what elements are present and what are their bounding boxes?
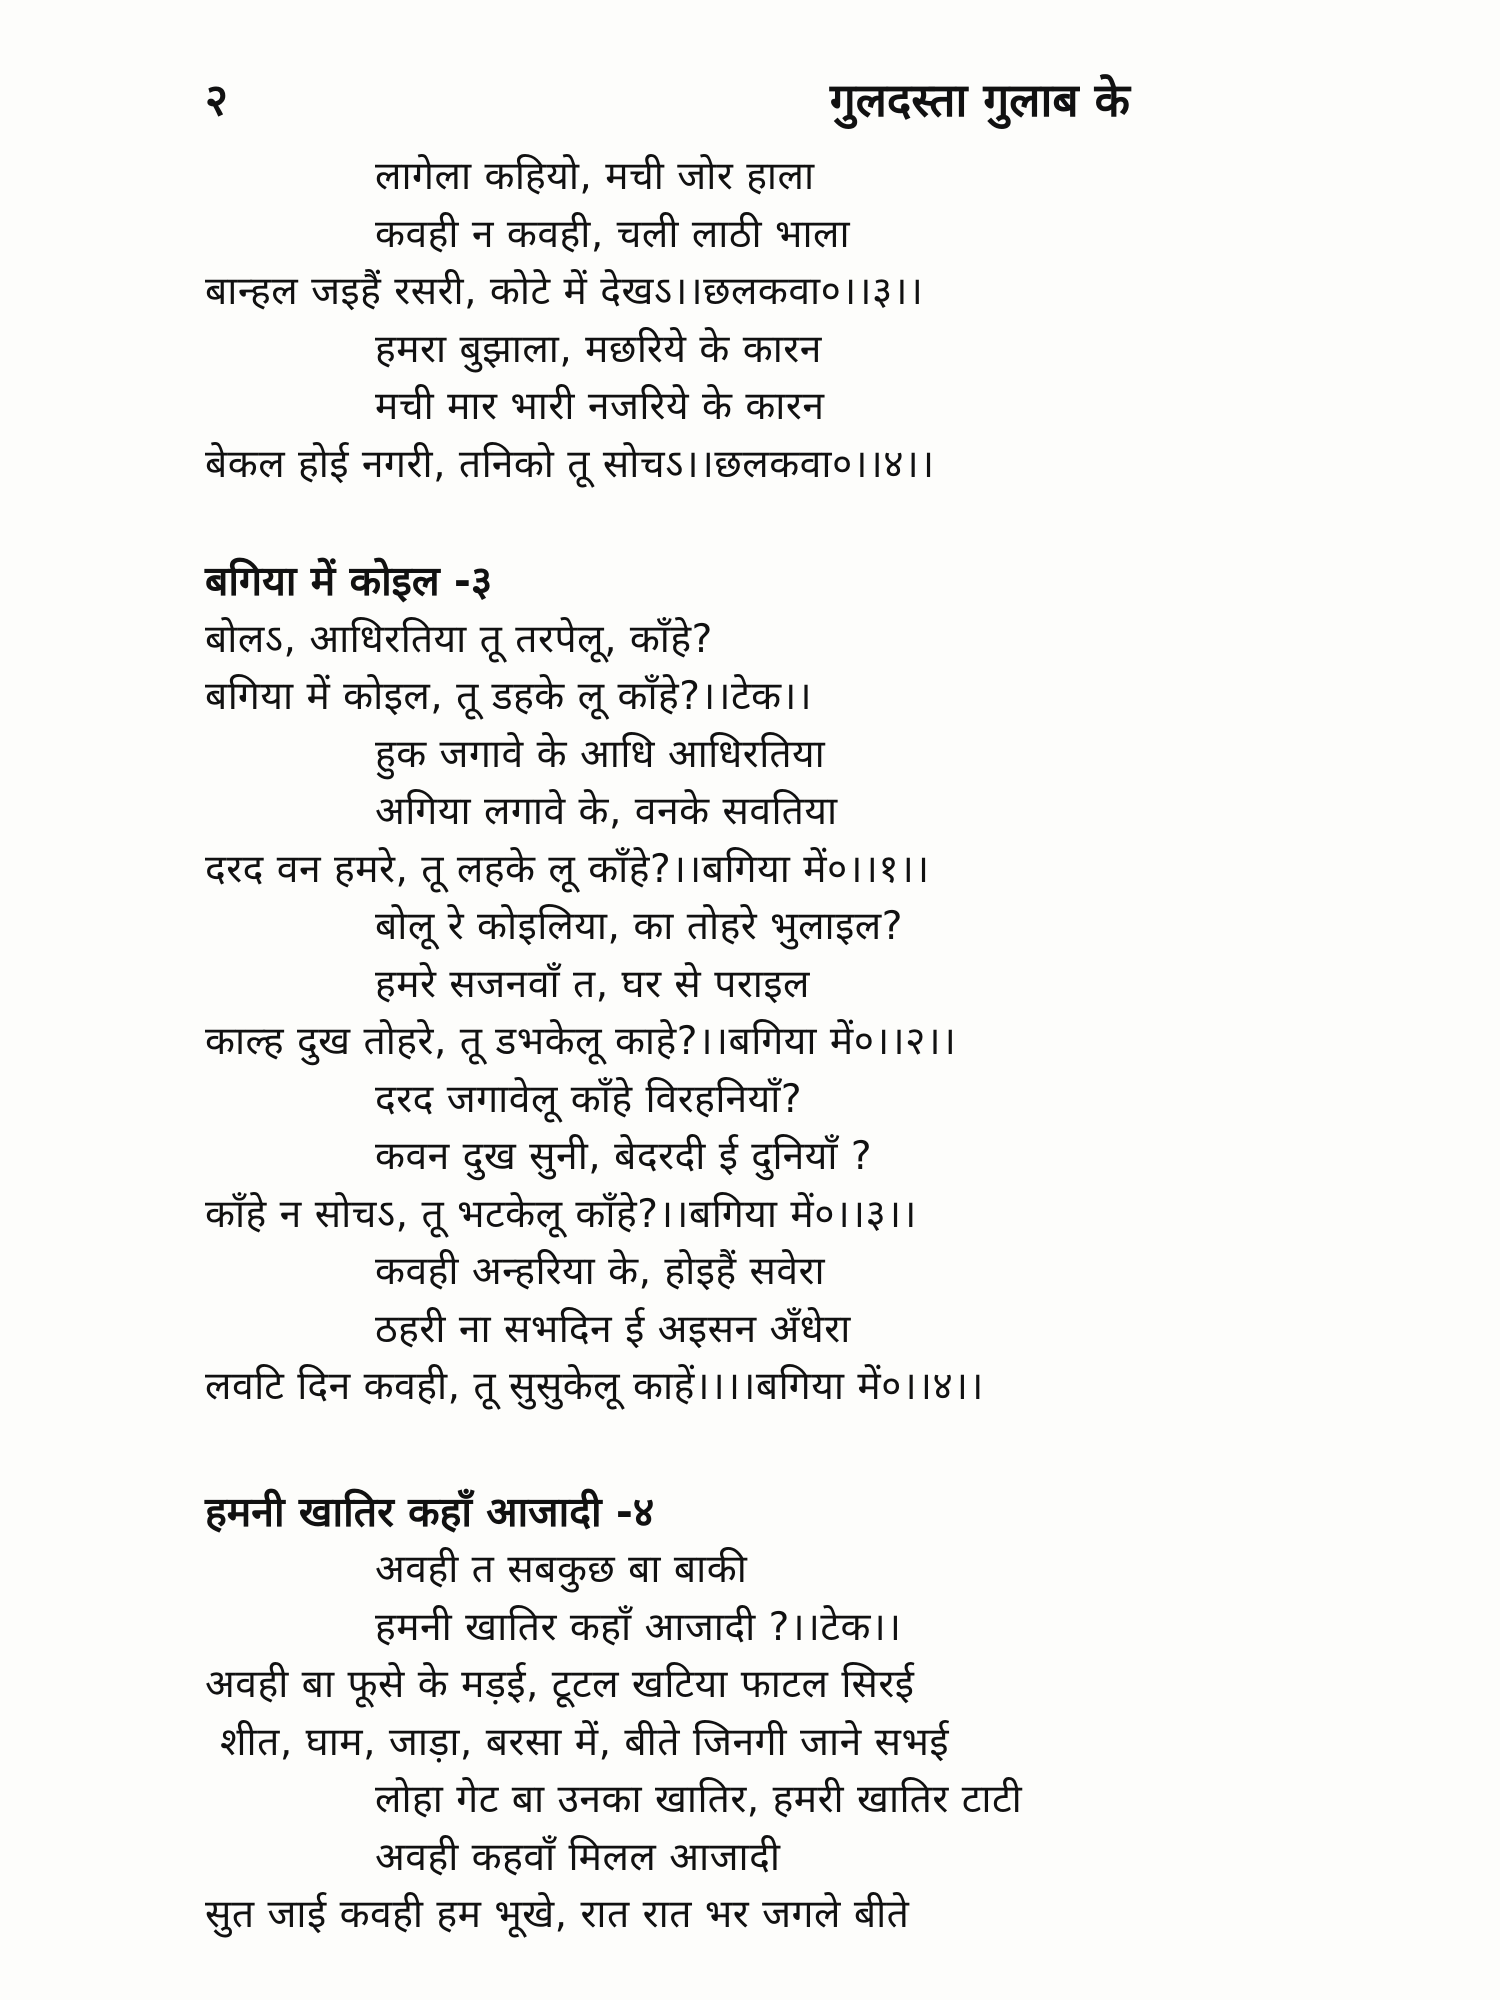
verse-line: दरद वन हमरे, तू लहके लू काँहे?।।बगिया में०।।१।।	[205, 846, 930, 892]
verse-line: मची मार भारी नजरिये के कारन	[375, 384, 825, 429]
poem-title: हमनी खातिर कहाँ आजादी -४	[205, 1487, 655, 1536]
verse-line: हमरा बुझाला, मछरिये के कारन	[375, 326, 822, 372]
page-body	[205, 148, 1355, 1944]
verse-line: अवही कहवाँ मिलल आजादी	[375, 1834, 781, 1880]
verse-line: अवही त सबकुछ बा बाकी	[375, 1547, 748, 1592]
verse-line: सुत जाई कवही हम भूखे, रात रात भर जगले बीते	[205, 1892, 910, 1937]
verse-line: अवही बा फूसे के मड़ई, टूटल खटिया फाटल सिरई	[205, 1662, 915, 1707]
verse-line: काल्ह दुख तोहरे, तू डभकेलू काहे?।।बगिया में०।।२।।	[205, 1019, 957, 1064]
poem-bagiya	[205, 553, 1355, 1416]
verse-line: बगिया में कोइल, तू डहके लू काँहे?।।टेक।।	[205, 674, 813, 719]
poem-continuation	[205, 148, 1355, 493]
page-header	[205, 68, 1130, 138]
verse-line: बोलऽ, आधिरतिया तू तरपेलू, काँहे?	[205, 616, 713, 662]
verse-line: कवही अन्हरिया के, होइहैं सवेरा	[375, 1249, 826, 1294]
verse-line: कवन दुख सुनी, बेदरदी ई दुनियाँ ?	[375, 1134, 873, 1179]
verse-line: लागेला कहियो, मची जोर हाला	[375, 154, 815, 199]
verse-line: बोलू रे कोइलिया, का तोहरे भुलाइल?	[375, 904, 903, 949]
verse-line: कवही न कवही, चली लाठी भाला	[375, 211, 851, 257]
verse-line: लवटि दिन कवही, तू सुसुकेलू काहें।।।।बगिया में०।।४।।	[205, 1364, 984, 1409]
verse-line: बेकल होई नगरी, तनिको तू सोचऽ।।छलकवा०।।४।।	[205, 441, 935, 487]
verse-line: दरद जगावेलू काँहे विरहनियाँ?	[375, 1076, 803, 1122]
verse-line: लोहा गेट बा उनका खातिर, हमरी खातिर टाटी	[375, 1777, 1023, 1822]
verse-line: हुक जगावे के आधि आधिरतिया	[375, 731, 826, 777]
verse-line: हमरे सजनवाँ त, घर से पराइल	[375, 961, 810, 1007]
page-number: २	[205, 75, 228, 126]
verse-line: शीत, घाम, जाड़ा, बरसा में, बीते जिनगी जाने सभई	[220, 1719, 950, 1765]
poem-azadi	[205, 1484, 1355, 1944]
verse-line: अगिया लगावे के, वनके सवतिया	[375, 789, 838, 834]
verse-line: ठहरी ना सभदिन ई अइसन अँधेरा	[375, 1306, 851, 1352]
verse-line: काँहे न सोचऽ, तू भटकेलू काँहे?।।बगिया में०।।३।।	[205, 1191, 917, 1237]
verse-line: बान्हल जइहैं रसरी, कोटे में देखऽ।।छलकवा०।।३।।	[205, 269, 924, 314]
poem-title: बगिया में कोइल -३	[205, 557, 493, 605]
verse-line: हमनी खातिर कहाँ आजादी ?।।टेक।।	[375, 1604, 902, 1650]
running-title: गुलदस्ता गुलाब के	[829, 73, 1130, 127]
